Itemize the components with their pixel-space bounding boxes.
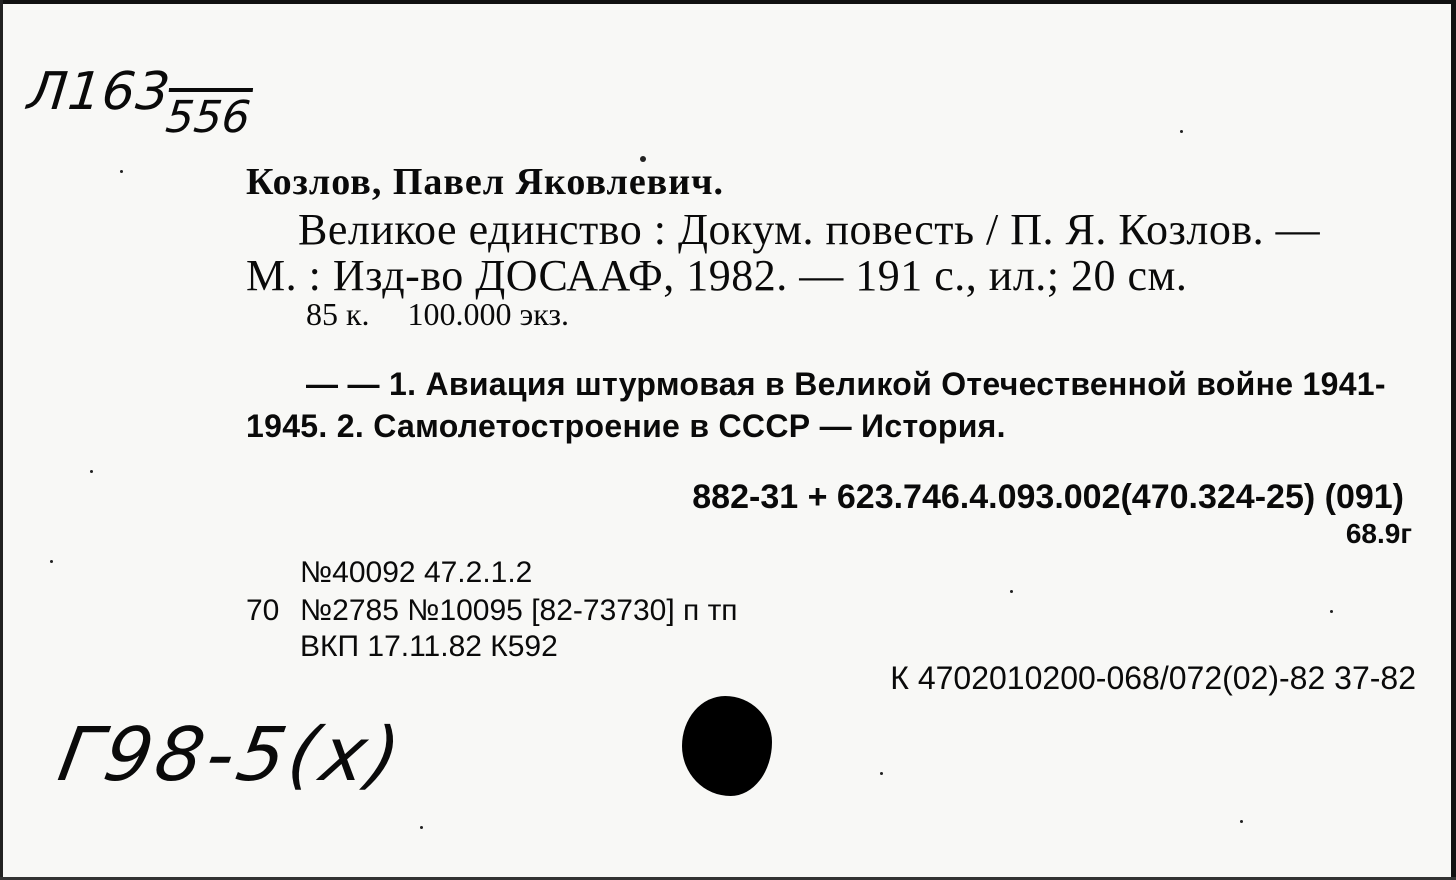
price: 85 к. xyxy=(306,296,370,332)
speck xyxy=(1240,820,1243,823)
publication-index: К 4702010200-068/072(02)-82 37-82 xyxy=(890,660,1416,696)
card-edge-left xyxy=(0,0,3,880)
imprint-statement: М. : Изд-во ДОСААФ, 1982. — 191 с., ил.; 20 см. xyxy=(246,251,1188,300)
speck xyxy=(420,826,423,829)
speck xyxy=(1010,590,1013,593)
speck xyxy=(120,170,123,173)
card-edge-top xyxy=(0,0,1456,4)
service-line-1: №40092 47.2.1.2 xyxy=(300,556,533,589)
title-statement: Великое единство : Докум. повесть / П. Я. Козлов. — xyxy=(298,205,1321,254)
price-line xyxy=(306,296,569,333)
handwritten-bottom-note: Г98-5(х) xyxy=(52,712,411,798)
subject-headings-line-2: 1945. 2. Самолетостроение в СССР — История. xyxy=(246,408,1006,444)
udc-classification: 882-31 + 623.746.4.093.002(470.324-25) (091) xyxy=(692,478,1404,516)
author-heading: Козлов, Павел Яковлевич. xyxy=(246,161,725,203)
print-run: 100.000 экз. xyxy=(407,296,570,332)
handwritten-shelf-sub: 556 xyxy=(163,92,253,143)
speck xyxy=(1180,130,1183,133)
speck xyxy=(50,560,53,563)
service-line-2 xyxy=(246,594,738,628)
subject-headings-line-1: — — 1. Авиация штурмовая в Великой Отечественной войне 1941- xyxy=(306,366,1386,402)
service-line-2-prefix: 70 xyxy=(246,594,280,627)
bbk-classification: 68.9г xyxy=(1345,518,1412,549)
punched-hole xyxy=(682,696,772,796)
card-edge-right xyxy=(1451,0,1456,880)
speck xyxy=(1330,610,1333,613)
service-line-3: ВКП 17.11.82 К592 xyxy=(300,630,558,663)
speck xyxy=(880,772,883,775)
handwritten-shelf-mark: Л163 xyxy=(24,62,174,122)
speck xyxy=(90,470,93,473)
service-line-2-text: №2785 №10095 [82-73730] п тп xyxy=(300,594,738,627)
